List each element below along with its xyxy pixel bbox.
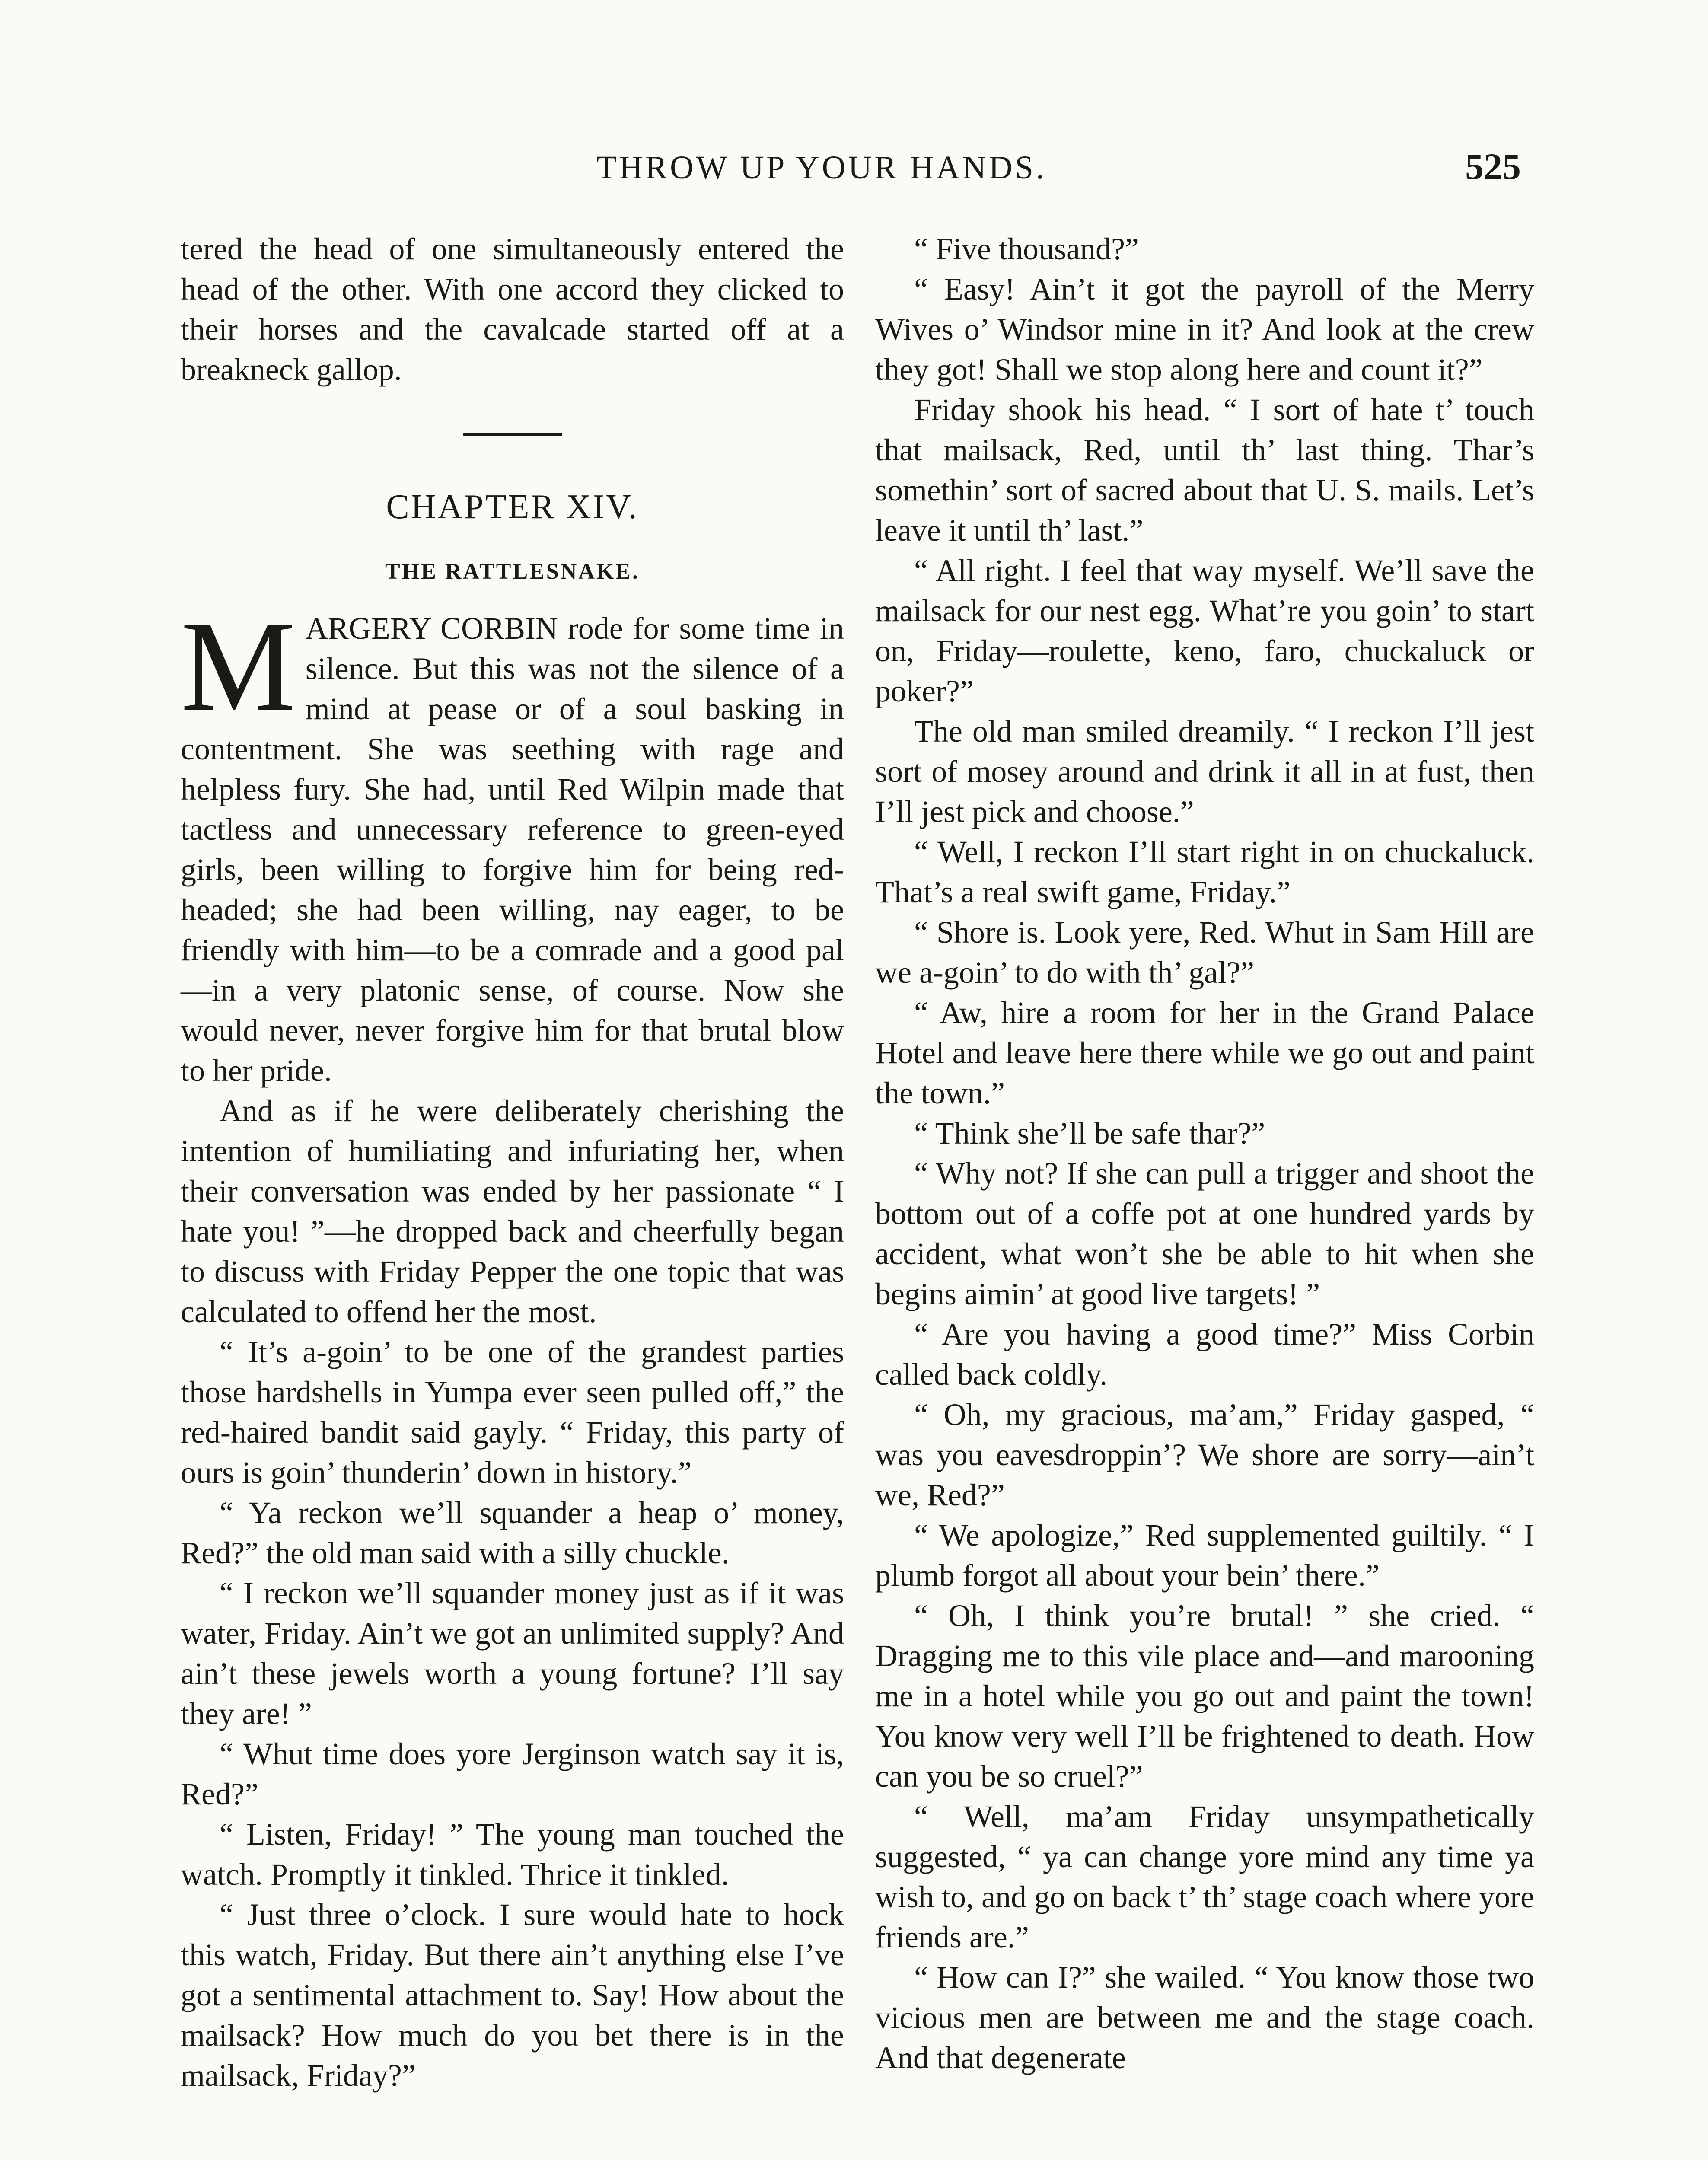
page-number: 525: [1465, 146, 1521, 187]
paragraph: “ Just three o’clock. I sure would hate to hock this watch, Friday. But there ain’t anything else I’ve got a sentimental attachment to. Say! How about the mailsack? How much do you bet there is in the mailsack, Friday?”: [181, 1897, 844, 2093]
section-divider: [463, 433, 562, 436]
paragraph: “ Are you having a good time?” Miss Corbin called back coldly.: [875, 1317, 1534, 1392]
drop-cap: M: [181, 594, 296, 738]
paragraph: Friday shook his head. “ I sort of hate t’ touch that mailsack, Red, until th’ last thing. Thar’s somethin’ sort of sacred about that U. S. mails. Let’s leave it until th’ last.”: [875, 392, 1534, 548]
paragraph: “ Oh, I think you’re brutal! ” she cried. “ Dragging me to this vile place and—and marooning me in a hotel while you go out and paint the town! You know very well I’ll be frightened to death. How can you be so cruel?”: [875, 1598, 1534, 1794]
paragraph: tered the head of one simultaneously entered the head of the other. With one accord they clicked to their horses and the cavalcade started off at a breakneck gallop.: [181, 232, 844, 387]
paragraph: “ Well, I reckon I’ll start right in on chuckaluck. That’s a real swift game, Friday.”: [875, 835, 1534, 909]
paragraph: “ Shore is. Look yere, Red. Whut in Sam Hill are we a-goin’ to do with th’ gal?”: [875, 915, 1534, 990]
paragraph: “ All right. I feel that way myself. We’ll save the mailsack for our nest egg. What’re you goin’ to start on, Friday—roulette, keno, faro, chuckaluck or poker?”: [875, 553, 1534, 708]
paragraph: “ It’s a-goin’ to be one of the grandest parties those hardshells in Yumpa ever seen pulled off,” the red-haired bandit said gayly. “ Friday, this party of ours is goin’ thunderin’ down in history.”: [181, 1335, 844, 1490]
paragraph: “ We apologize,” Red supplemented guiltily. “ I plumb forgot all about your bein’ there.”: [875, 1518, 1534, 1593]
paragraph: And as if he were deliberately cherishing the intention of humiliating and infuriating her, when their conversation was ended by her passionate “ I hate you! ”—he dropped back and cheerfully began to discuss with Friday Pepper the one topic that was calculated to offend her the most.: [181, 1093, 844, 1329]
paragraph: “ Listen, Friday! ” The young man touched the watch. Promptly it tinkled. Thrice it tinkled.: [181, 1817, 844, 1892]
paragraph: “ I reckon we’ll squander money just as if it was water, Friday. Ain’t we got an unlimited supply? And ain’t these jewels worth a young fortune? I’ll say they are! ”: [181, 1576, 844, 1731]
paragraph: “ Think she’ll be safe thar?”: [914, 1116, 1265, 1151]
running-head: THROW UP YOUR HANDS.: [596, 150, 1047, 186]
paragraph: The old man smiled dreamily. “ I reckon I’ll jest sort of mosey around and drink it all in at fust, then I’ll jest pick and choose.”: [875, 714, 1534, 829]
paragraph: “ Easy! Ain’t it got the payroll of the Merry Wives o’ Windsor mine in it? And look at the crew they got! Shall we stop along here and count it?”: [875, 272, 1534, 387]
opening-paragraph: [181, 594, 844, 1091]
paragraph: “ How can I?” she wailed. “ You know those two vicious men are between me and the stage coach. And that degenerate: [875, 1960, 1534, 2075]
paragraph: “ Aw, hire a room for her in the Grand Palace Hotel and leave here there while we go out and paint the town.”: [875, 995, 1534, 1110]
chapter-heading: CHAPTER XIV.: [386, 488, 639, 526]
paragraph: “ Ya reckon we’ll squander a heap o’ money, Red?” the old man said with a silly chuckle.: [181, 1495, 844, 1570]
chapter-subtitle: THE RATTLESNAKE.: [385, 559, 640, 584]
right-column: [875, 229, 1534, 2078]
paragraph: “ Well, ma’am Friday unsympathetically suggested, “ ya can change yore mind any time ya wish to, and go on back t’ th’ stage coach where yore friends are.”: [875, 1799, 1534, 1954]
paragraph: “ Why not? If she can pull a trigger and shoot the bottom out of a coffe pot at one hundred yards by accident, what won’t she be able to hit when she begins aimin’ at good live targets! ”: [875, 1156, 1534, 1311]
left-column: [181, 229, 844, 2096]
paragraph: “ Whut time does yore Jerginson watch say it is, Red?”: [181, 1737, 844, 1811]
opening-paragraph-text: ARGERY CORBIN rode for some time in silence. But this was not the silence of a mind at pease or of a soul basking in contentment. She was seething with rage and helpless fury. She had, until Red Wilpin made that tactless and unnecessary reference to green-eyed girls, been willing to forgive him for being red-headed; she had been willing, nay eager, to be friendly with him—to be a comrade and a good pal—in a very platonic sense, of course. Now she would never, never forgive him for that brutal blow to her pride.: [181, 611, 844, 1088]
paragraph: “ Five thousand?”: [914, 232, 1139, 266]
paragraph: “ Oh, my gracious, ma’am,” Friday gasped, “ was you eavesdroppin’? We shore are sorry—ain’t we, Red?”: [875, 1397, 1534, 1512]
